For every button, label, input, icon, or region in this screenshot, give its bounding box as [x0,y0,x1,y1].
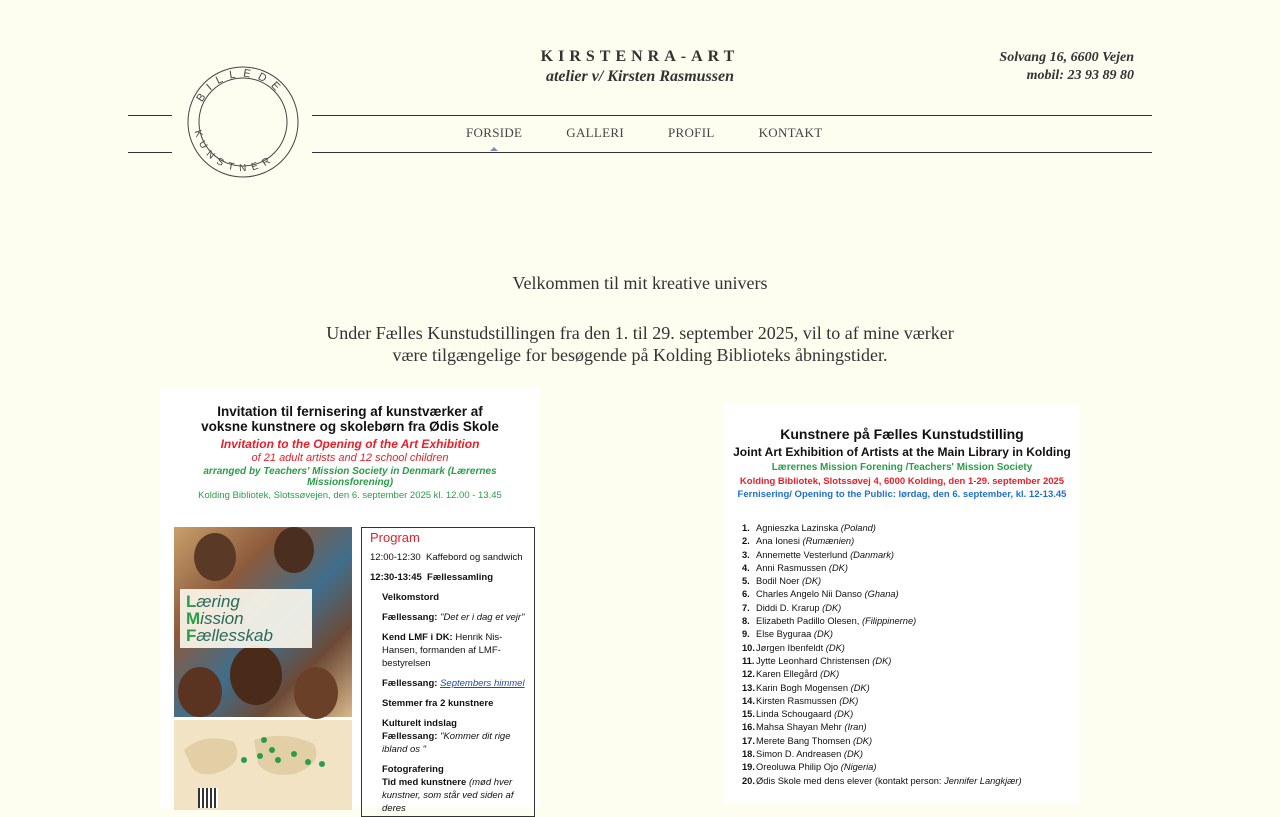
invitation-poster-image[interactable] [160,388,540,814]
nav-kontakt[interactable]: KONTAKT [758,125,823,140]
child-face [178,667,222,717]
program-row: Tid med kunstnere (mød hver kunstner, som står ved siden af deres [382,777,514,814]
artist-row: 19.Oreoluwa Philip Ojo (Nigeria) [742,762,877,773]
artist-row: 18.Simon D. Andreasen (DK) [742,749,863,760]
artist-poster-title-4: Kolding Bibliotek, Slotssøvej 4, 6000 Kolding, den 1-29. september 2025 [739,476,1065,487]
artist-row: 7. Diddi D. Krarup (DK) [742,602,842,613]
nav-forside[interactable]: FORSIDE [444,125,544,141]
program-row: Fællessang: Septembers himmel [382,678,525,689]
artist-row: 15.Linda Schougaard (DK) [742,709,854,720]
program-row: Stemmer fra 2 kunstnere [382,698,494,709]
artist-row: 9. Else Byguraa (DK) [742,629,833,640]
artist-poster-title-1: Kunstnere på Fælles Kunstudstilling [780,426,1024,442]
program-row: Fællessang: "Det er i dag et vejr" [382,612,525,623]
artist-row: 8. Elizabeth Padillo Olesen, (Filippinerne) [742,616,917,627]
stamp-icon [172,59,312,185]
nav-profil[interactable]: PROFIL [667,125,715,140]
program-row: 12:00-12:30 Kaffebord og sandwich [370,552,523,563]
program-row: Velkomstord [382,592,440,603]
program-row: Kulturelt indslag [382,718,457,729]
artist-row: 4. Anni Rasmussen (DK) [742,562,848,573]
svg-text:BILLEDE [194,68,287,105]
artist-poster-title-3: Lærernes Mission Forening /Teachers' Mission Society [771,462,1033,473]
stamp-top-text: BILLEDE [194,67,288,105]
children-photo [174,527,352,717]
artist-list [742,522,1080,788]
artist-poster-title-5: Fernisering/ Opening to the Public: lørdag, den 6. september, kl. 12-13.45 [737,489,1067,500]
program-row: Fællessang: "Kommer dit rige ibland os " [382,731,511,755]
intro-paragraph: Under Fælles Kunstudstillingen fra den 1. til 29. september 2025, vil to af mine værker være tilgængelige for besøgende på Kolding Biblioteks åbningstider. [326,323,954,365]
program-row: 12:30-13:45 Fællessamling [370,572,494,583]
welcome-heading: Velkommen til mit kreative univers [512,273,768,293]
artist-poster-title-2: Joint Art Exhibition of Artists at the Main Library in Kolding [733,445,1071,459]
artist-row: 16.Mahsa Shayan Mehr (Iran) [742,722,867,733]
contact-address [999,49,1134,85]
phone-line: mobil: 23 93 89 80 [1026,68,1134,83]
site-brand[interactable] [440,48,840,86]
artist-list-poster-image[interactable] [724,404,1080,804]
world-map-graphic [174,720,352,810]
address-line: Solvang 16, 6600 Vejen [999,50,1134,65]
poster-title-2: voksne kunstnere og skolebørn fra Ødis Skole [201,419,499,434]
artist-row: 11. Jytte Leonhard Christensen (DK) [742,655,892,666]
qr-code-icon [198,788,218,808]
child-face [194,533,236,581]
main-nav [444,125,844,141]
poster-title-6: Kolding Bibliotek, Slotssøvejen, den 6. september 2025 kl. 12.00 - 13.45 [198,490,502,501]
stamp-bottom-text: KUNSTNER [191,128,278,175]
artist-row: 5. Bodil Noer (DK) [742,576,822,587]
poster-title-5: arranged by Teachers' Mission Society in Denmark (Lærernes Missionsforening) [203,466,497,488]
child-face [230,645,282,705]
artist-row: 17.Merete Bang Thomsen (DK) [742,735,873,746]
artist-row: 1. Agnieszka Lazinska (Poland) [742,523,876,533]
nav-galleri[interactable]: GALLERI [566,125,624,140]
child-face [274,527,314,573]
poster-title-1: Invitation til fernisering af kunstværker af [217,404,483,419]
site-subtitle: atelier v/ Kirsten Rasmussen [545,68,735,85]
program-row: Kend LMF i DK: Henrik Nis-Hansen, formanden af LMF-bestyrelsen [382,632,503,669]
site-title[interactable]: KIRSTENRA-ART [540,48,740,65]
poster-title-3: Invitation to the Opening of the Art Exhibition [220,437,480,451]
artist-row: 6. Charles Angelo Nii Danso (Ghana) [742,589,899,600]
lmf-slogan: Læring Mission Fællesskab [180,589,312,648]
artist-row: 3. Annemette Vesterlund (Danmark) [742,549,894,560]
program-title: Program [370,530,420,545]
artist-row: 13.Karin Bogh Mogensen (DK) [742,682,870,693]
artist-row: 14.Kirsten Rasmussen (DK) [742,695,859,706]
child-face [294,667,338,719]
billedekunstner-stamp-logo [172,59,312,185]
artist-row: 2. Ana Ionesi (Rumænien) [742,536,855,547]
program-row: Fotografering [382,764,444,775]
artist-row: 20.Ødis Skole med dens elever (kontakt person: Jennifer Langkjær) [742,775,1022,786]
artist-row: 12.Karen Ellegård (DK) [742,669,840,680]
svg-text:KUNSTNER [192,129,278,175]
program-box [361,527,535,817]
artist-row: 10.Jørgen Ibenfeldt (DK) [742,642,845,653]
poster-title-4: of 21 adult artists and 12 school children [251,452,449,464]
